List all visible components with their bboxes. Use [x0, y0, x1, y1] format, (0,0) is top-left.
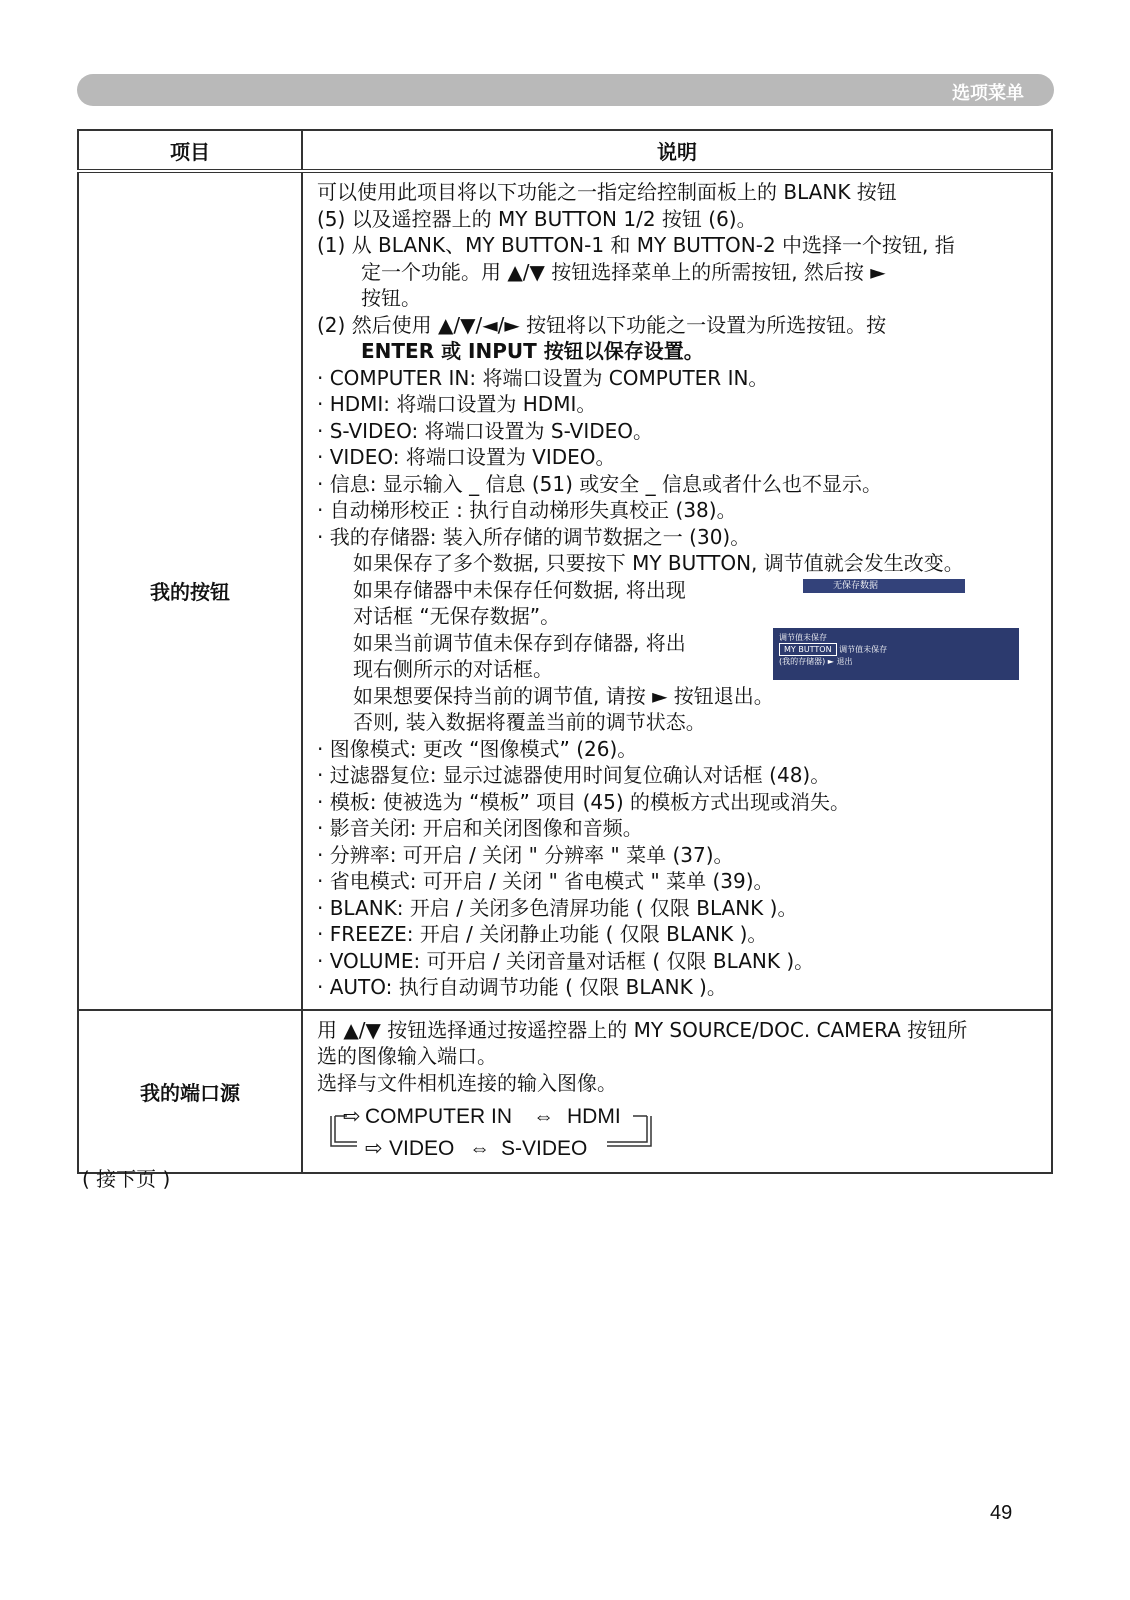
flow-s-video: S-VIDEO [501, 1137, 588, 1160]
flow-arrow-1: ⇨ [343, 1105, 361, 1128]
continued-note: ( 接下页 ) [82, 1167, 171, 1191]
desc-line: (2) 然后使用 ▲/▼/◄/► 按钮将以下功能之一设置为所选按钮。按 [317, 312, 887, 337]
flow-swap-2: ⇔ [469, 1137, 490, 1160]
col-header-item: 项目 [78, 130, 302, 171]
desc-line: · COMPUTER IN: 将端口设置为 COMPUTER IN。 [317, 365, 769, 390]
desc-line: · 自动梯形校正 : 执行自动梯形失真校正 (38)。 [317, 498, 737, 522]
flow-video: VIDEO [389, 1137, 455, 1160]
row-label-my-source: 我的端口源 [78, 1010, 302, 1174]
unsaved-dialog [773, 628, 1019, 680]
desc-line: 现右侧所示的对话框。 [353, 657, 553, 681]
options-table [77, 129, 1053, 1174]
desc-line: · BLANK: 开启 / 关闭多色清屏功能 ( 仅限 BLANK )。 [317, 895, 798, 920]
no-data-dialog-text: 无保存数据 [833, 580, 879, 591]
desc-text: 如果存储器中未保存任何数据, 将出现 [353, 577, 686, 602]
flow-arrow-2: ⇨ [365, 1137, 383, 1160]
desc-line-with-dialog [317, 577, 1043, 604]
section-header-bar [77, 74, 1054, 106]
desc-line: 定一个功能。用 ▲/▼ 按钮选择菜单上的所需按钮, 然后按 ► [361, 259, 886, 284]
desc-line-with-dialog [317, 630, 1043, 666]
desc-line: 按钮。 [361, 286, 421, 310]
desc-line: ENTER 或 INPUT 按钮以保存设置。 [361, 339, 704, 363]
col-header-desc: 说明 [302, 130, 1052, 171]
page-number: 49 [990, 1502, 1013, 1524]
desc-line: 选的图像输入端口。 [317, 1044, 497, 1068]
desc-line: · HDMI: 将端口设置为 HDMI。 [317, 392, 597, 416]
unsaved-dialog-title: 调节值未保存 [779, 632, 827, 642]
flow-hdmi: HDMI [567, 1105, 621, 1128]
section-title: 选项菜单 [952, 83, 1024, 104]
input-cycle-diagram [317, 1102, 1043, 1164]
table-row [78, 171, 1052, 1010]
desc-line: · 信息: 显示输入 _ 信息 (51) 或安全 _ 信息或者什么也不显示。 [317, 471, 883, 496]
row-desc-my-source [302, 1010, 1052, 1174]
desc-line: · 图像模式: 更改 “图像模式” (26)。 [317, 736, 638, 761]
row-desc-my-button [302, 171, 1052, 1010]
table-row [78, 1010, 1052, 1174]
desc-line: · VIDEO: 将端口设置为 VIDEO。 [317, 445, 616, 469]
unsaved-dialog-button-sub: (我的存储器) [779, 656, 826, 666]
desc-line: 选择与文件相机连接的输入图像。 [317, 1070, 617, 1095]
desc-line: 对话框 “无保存数据”。 [353, 604, 561, 628]
desc-line: (5) 以及遥控器上的 MY BUTTON 1/2 按钮 (6)。 [317, 206, 757, 231]
desc-line: · AUTO: 执行自动调节功能 ( 仅限 BLANK )。 [317, 975, 727, 999]
desc-line: · VOLUME: 可开启 / 关闭音量对话框 ( 仅限 BLANK )。 [317, 948, 815, 973]
desc-line: · 影音关闭: 开启和关闭图像和音频。 [317, 816, 643, 840]
desc-line: 可以使用此项目将以下功能之一指定给控制面板上的 BLANK 按钮 [317, 180, 897, 204]
flow-swap-1: ⇔ [533, 1105, 554, 1128]
desc-line: (1) 从 BLANK、MY BUTTON-1 和 MY BUTTON-2 中选择一个按钮, 指 [317, 233, 955, 257]
row-label-my-button: 我的按钮 [78, 171, 302, 1010]
desc-line: · S-VIDEO: 将端口设置为 S-VIDEO。 [317, 418, 654, 443]
desc-line: 如果保存了多个数据, 只要按下 MY BUTTON, 调节值就会发生改变。 [353, 551, 964, 575]
desc-line: · 分辨率: 可开启 / 关闭 " 分辨率 " 菜单 (37)。 [317, 842, 734, 867]
desc-line: 如果想要保持当前的调节值, 请按 ► 按钮退出。 [353, 683, 774, 708]
unsaved-dialog-right: 调节值未保存 [839, 644, 888, 654]
desc-text: 如果当前调节值未保存到存储器, 将出 [353, 630, 686, 655]
flow-computer-in: COMPUTER IN [365, 1105, 512, 1128]
desc-line: · 我的存储器: 装入所存储的调节数据之一 (30)。 [317, 524, 751, 549]
desc-line: · 过滤器复位: 显示过滤器使用时间复位确认对话框 (48)。 [317, 763, 831, 787]
no-data-dialog [803, 579, 965, 593]
desc-line: 用 ▲/▼ 按钮选择通过按遥控器上的 MY SOURCE/DOC. CAMERA 按钮所 [317, 1017, 968, 1042]
table-header-row [78, 130, 1052, 171]
unsaved-dialog-arrow: ► [827, 656, 834, 666]
unsaved-dialog-exit: 退出 [836, 656, 853, 666]
desc-line: · 省电模式: 可开启 / 关闭 " 省电模式 " 菜单 (39)。 [317, 869, 774, 893]
desc-line: · 模板: 使被选为 “模板” 项目 (45) 的模板方式出现或消失。 [317, 789, 851, 814]
desc-line: 否则, 装入数据将覆盖当前的调节状态。 [353, 710, 706, 734]
desc-line: · FREEZE: 开启 / 关闭静止功能 ( 仅限 BLANK )。 [317, 922, 768, 946]
unsaved-dialog-button: MY BUTTON [779, 643, 837, 656]
